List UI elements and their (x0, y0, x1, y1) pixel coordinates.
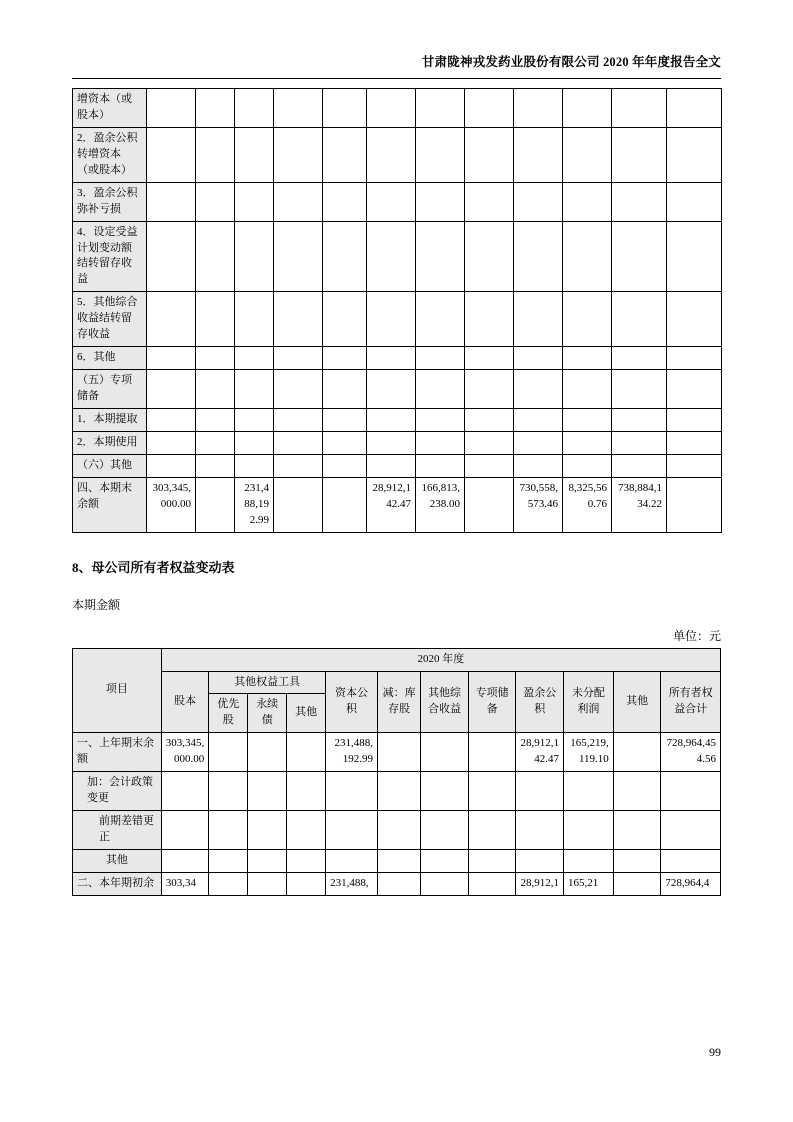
cell (367, 431, 416, 454)
cell (613, 811, 661, 850)
row-label: 2．盈余公积转增资本（或股本） (73, 127, 147, 182)
cell (465, 347, 514, 370)
cell (564, 811, 614, 850)
cell (667, 347, 722, 370)
cell (235, 431, 274, 454)
cell (274, 477, 323, 532)
cell (416, 221, 465, 292)
cell (667, 431, 722, 454)
cell (287, 849, 326, 872)
cell (378, 733, 421, 772)
cell (613, 733, 661, 772)
table-row (73, 772, 721, 811)
cell (367, 408, 416, 431)
cell (612, 89, 667, 128)
cell (287, 872, 326, 895)
cell: 730,558,573.46 (514, 477, 563, 532)
cell (514, 408, 563, 431)
cell (667, 477, 722, 532)
col-header-surplus-reserve: 盈余公积 (516, 671, 564, 733)
cell (416, 89, 465, 128)
cell (147, 408, 196, 431)
col-header-special-reserve: 专项储备 (468, 671, 516, 733)
cell (147, 370, 196, 409)
cell: 231,488,192.99 (235, 477, 274, 532)
cell (248, 772, 287, 811)
col-header-other-comprehensive-income: 其他综合收益 (421, 671, 469, 733)
cell (667, 127, 722, 182)
cell (248, 872, 287, 895)
cell (612, 221, 667, 292)
row-label: 其他 (73, 849, 162, 872)
col-header-share-capital: 股本 (161, 671, 209, 733)
col-header-year: 2020 年度 (161, 648, 720, 671)
row-label: 二、本年期初余 (73, 872, 162, 895)
cell (468, 849, 516, 872)
cell (287, 811, 326, 850)
cell (612, 431, 667, 454)
cell (563, 431, 612, 454)
cell (235, 408, 274, 431)
row-label: 6．其他 (73, 347, 147, 370)
equity-change-table-continued (72, 88, 722, 533)
header-divider (72, 78, 721, 79)
cell (147, 454, 196, 477)
cell (563, 408, 612, 431)
cell (274, 221, 323, 292)
table-header-row (73, 648, 721, 671)
cell (416, 370, 465, 409)
table-row (73, 182, 722, 221)
cell (416, 127, 465, 182)
cell: 231,488,192.99 (326, 733, 378, 772)
cell (421, 872, 469, 895)
cell (563, 221, 612, 292)
cell (514, 89, 563, 128)
cell (161, 811, 209, 850)
page-header: 甘肃陇神戎发药业股份有限公司 2020 年年度报告全文 (421, 55, 721, 69)
table-row (73, 347, 722, 370)
cell (287, 772, 326, 811)
cell (378, 849, 421, 872)
cell (516, 849, 564, 872)
cell (196, 454, 235, 477)
cell (465, 370, 514, 409)
cell (416, 292, 465, 347)
cell (563, 347, 612, 370)
cell (274, 89, 323, 128)
cell (235, 127, 274, 182)
cell: 303,345,000.00 (161, 733, 209, 772)
cell (196, 431, 235, 454)
cell (468, 811, 516, 850)
cell: 728,964,454.56 (661, 733, 721, 772)
cell (421, 772, 469, 811)
cell (248, 849, 287, 872)
cell (563, 454, 612, 477)
cell (248, 811, 287, 850)
cell (161, 772, 209, 811)
row-label: 加：会计政策变更 (73, 772, 162, 811)
cell (196, 182, 235, 221)
cell (613, 772, 661, 811)
table-header-row (73, 671, 721, 694)
col-header-total-equity: 所有者权益合计 (661, 671, 721, 733)
cell (465, 477, 514, 532)
cell (468, 733, 516, 772)
cell (196, 370, 235, 409)
cell (274, 182, 323, 221)
cell (196, 127, 235, 182)
row-label: 前期差错更正 (73, 811, 162, 850)
cell (367, 221, 416, 292)
table-row (73, 292, 722, 347)
col-header-perpetual-bond: 永续债 (248, 694, 287, 733)
cell: 303,345,000.00 (147, 477, 196, 532)
col-header-other-instrument: 其他 (287, 694, 326, 733)
cell (287, 733, 326, 772)
cell (514, 127, 563, 182)
cell: 28,912,1 (516, 872, 564, 895)
cell (667, 182, 722, 221)
table-row (73, 127, 722, 182)
page-content (72, 88, 721, 896)
cell (468, 872, 516, 895)
cell (147, 292, 196, 347)
cell (465, 454, 514, 477)
cell (564, 849, 614, 872)
row-label: 5．其他综合收益结转留存收益 (73, 292, 147, 347)
cell (612, 292, 667, 347)
cell: 165,21 (564, 872, 614, 895)
cell (667, 89, 722, 128)
col-header-other: 其他 (613, 671, 661, 733)
cell (209, 811, 248, 850)
row-label: 一、上年期末余额 (73, 733, 162, 772)
cell (323, 221, 367, 292)
col-header-undistributed-profit: 未分配利润 (564, 671, 614, 733)
cell (196, 347, 235, 370)
table-row (73, 221, 722, 292)
cell (235, 89, 274, 128)
cell (563, 292, 612, 347)
cell (612, 454, 667, 477)
cell (514, 347, 563, 370)
row-label: 1．本期提取 (73, 408, 147, 431)
cell (235, 221, 274, 292)
cell (147, 89, 196, 128)
cell (196, 292, 235, 347)
page-number: 99 (709, 1045, 721, 1059)
cell: 28,912,142.47 (516, 733, 564, 772)
table-row (73, 872, 721, 895)
cell (323, 127, 367, 182)
cell (196, 408, 235, 431)
period-label: 本期金额 (72, 597, 121, 612)
cell (416, 431, 465, 454)
cell (147, 347, 196, 370)
cell (326, 849, 378, 872)
cell (612, 182, 667, 221)
cell (612, 127, 667, 182)
row-label: （六）其他 (73, 454, 147, 477)
table-row (73, 811, 721, 850)
row-label: 四、本期末余额 (73, 477, 147, 532)
table-row (73, 477, 722, 532)
cell (563, 127, 612, 182)
table-row (73, 454, 722, 477)
cell (323, 477, 367, 532)
unit-label: 单位：元 (672, 628, 721, 643)
parent-equity-change-table (72, 648, 721, 896)
cell (564, 772, 614, 811)
cell (147, 431, 196, 454)
table-row (73, 89, 722, 128)
row-label: 4．设定受益计划变动额结转留存收益 (73, 221, 147, 292)
cell (667, 370, 722, 409)
row-label: 增资本（或股本） (73, 89, 147, 128)
cell: 738,884,134.22 (612, 477, 667, 532)
cell (563, 370, 612, 409)
cell (209, 849, 248, 872)
cell: 303,34 (161, 872, 209, 895)
cell (465, 127, 514, 182)
cell (661, 849, 721, 872)
cell (612, 408, 667, 431)
cell (367, 182, 416, 221)
cell (465, 292, 514, 347)
cell (323, 292, 367, 347)
cell (367, 127, 416, 182)
cell: 165,219,119.10 (564, 733, 614, 772)
cell (209, 872, 248, 895)
cell: 28,912,142.47 (367, 477, 416, 532)
cell (378, 811, 421, 850)
cell (323, 347, 367, 370)
cell (514, 182, 563, 221)
cell (661, 811, 721, 850)
cell (274, 370, 323, 409)
cell (147, 127, 196, 182)
table-row (73, 849, 721, 872)
cell (667, 408, 722, 431)
cell (563, 182, 612, 221)
cell (147, 182, 196, 221)
cell (468, 772, 516, 811)
row-label: （五）专项储备 (73, 370, 147, 409)
cell (378, 772, 421, 811)
cell (416, 347, 465, 370)
row-label: 3．盈余公积弥补亏损 (73, 182, 147, 221)
cell (235, 292, 274, 347)
cell (274, 431, 323, 454)
cell (235, 182, 274, 221)
cell (323, 408, 367, 431)
cell (514, 292, 563, 347)
cell: 8,325,560.76 (563, 477, 612, 532)
col-header-item: 项目 (73, 648, 162, 733)
cell (516, 772, 564, 811)
cell (326, 811, 378, 850)
cell (421, 811, 469, 850)
cell (367, 347, 416, 370)
cell (274, 454, 323, 477)
cell (209, 772, 248, 811)
cell (514, 431, 563, 454)
cell (326, 772, 378, 811)
cell (367, 292, 416, 347)
cell (147, 221, 196, 292)
cell: 231,488, (326, 872, 378, 895)
col-header-other-equity-instruments: 其他权益工具 (209, 671, 326, 694)
cell (612, 347, 667, 370)
cell (421, 849, 469, 872)
cell (196, 89, 235, 128)
cell (367, 89, 416, 128)
cell (235, 347, 274, 370)
cell (514, 454, 563, 477)
cell (416, 454, 465, 477)
cell (421, 733, 469, 772)
cell (274, 347, 323, 370)
table-row (73, 431, 722, 454)
cell (613, 872, 661, 895)
cell (323, 370, 367, 409)
cell (235, 370, 274, 409)
col-header-treasury-stock: 减：库存股 (378, 671, 421, 733)
cell: 728,964,4 (661, 872, 721, 895)
cell (323, 454, 367, 477)
cell (416, 408, 465, 431)
cell (196, 221, 235, 292)
cell (323, 89, 367, 128)
cell (612, 370, 667, 409)
cell (209, 733, 248, 772)
cell (416, 182, 465, 221)
cell (378, 872, 421, 895)
col-header-capital-reserve: 资本公积 (326, 671, 378, 733)
col-header-preferred-stock: 优先股 (209, 694, 248, 733)
cell (465, 182, 514, 221)
table-row (73, 370, 722, 409)
cell (248, 733, 287, 772)
cell (274, 292, 323, 347)
cell (367, 454, 416, 477)
cell: 166,813,238.00 (416, 477, 465, 532)
cell (667, 292, 722, 347)
cell (465, 431, 514, 454)
cell (274, 127, 323, 182)
cell (667, 221, 722, 292)
cell (613, 849, 661, 872)
table-row (73, 733, 721, 772)
cell (516, 811, 564, 850)
cell (323, 182, 367, 221)
cell (323, 431, 367, 454)
row-label: 2．本期使用 (73, 431, 147, 454)
cell (274, 408, 323, 431)
cell (465, 408, 514, 431)
cell (514, 221, 563, 292)
table-row (73, 408, 722, 431)
cell (667, 454, 722, 477)
cell (161, 849, 209, 872)
cell (196, 477, 235, 532)
section-heading: 8、母公司所有者权益变动表 (72, 559, 235, 575)
cell (465, 89, 514, 128)
cell (367, 370, 416, 409)
cell (514, 370, 563, 409)
cell (661, 772, 721, 811)
cell (563, 89, 612, 128)
cell (465, 221, 514, 292)
cell (235, 454, 274, 477)
